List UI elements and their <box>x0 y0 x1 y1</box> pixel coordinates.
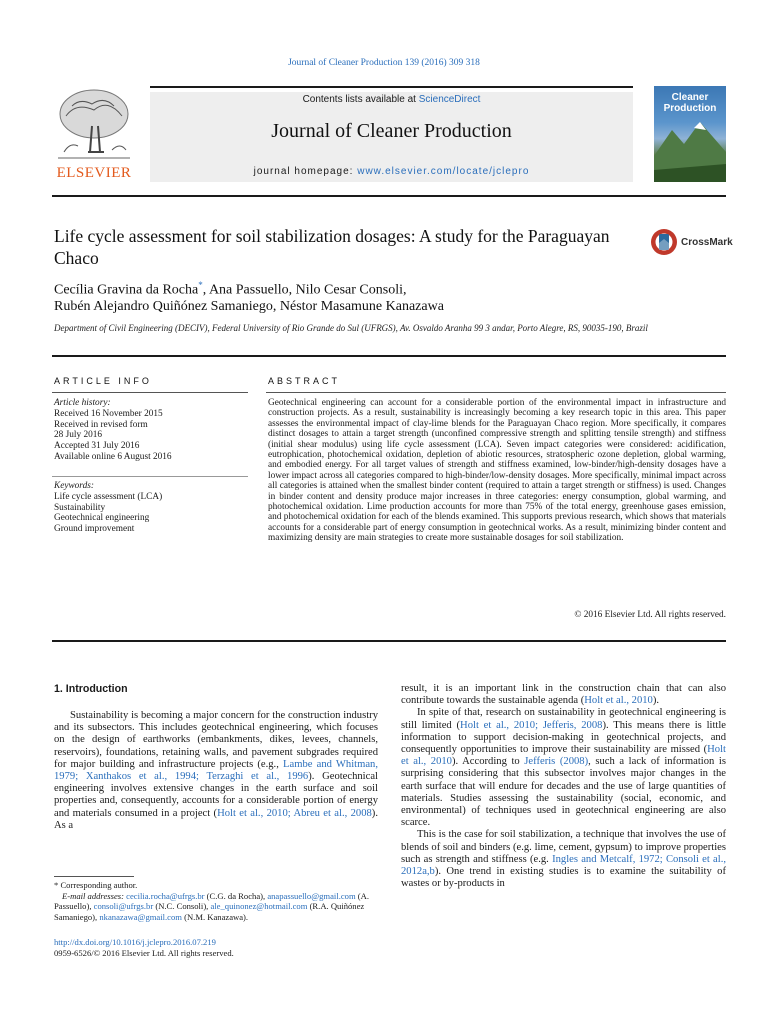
cover-title: Cleaner Production <box>663 92 717 114</box>
abstract-bottom-rule <box>52 640 726 642</box>
article-info-heading: ARTICLE INFO <box>54 376 152 386</box>
journal-title: Journal of Cleaner Production <box>271 120 512 142</box>
body-paragraph <box>54 710 378 832</box>
paragraph-text: ). <box>652 695 660 707</box>
body-column-right <box>401 683 726 890</box>
email-link[interactable]: anapassuello@gmail.com <box>267 890 356 901</box>
crossmark-button[interactable] <box>650 228 732 260</box>
body-paragraph <box>401 829 726 890</box>
paragraph-text: result, it is an important link in the construction chain that can also contribute towards the sustainable agenda ( <box>401 683 726 707</box>
email-owner: (N.C. Consoli), <box>153 901 211 911</box>
citation-link[interactable]: Jefferis (2008) <box>524 756 589 768</box>
history-item: Accepted 31 July 2016 <box>54 441 140 452</box>
history-item: 28 July 2016 <box>54 430 103 441</box>
keyword-item: Geotechnical engineering <box>54 513 150 524</box>
abstract-copyright: © 2016 Elsevier Ltd. All rights reserved. <box>574 610 726 620</box>
citation-link[interactable]: Lambe and Whitman, 1979; Xanthakos et al., 1994; Terzaghi et al., 1996 <box>54 758 379 783</box>
paragraph-text: ). According to <box>451 756 525 768</box>
contents-prefix: Contents lists available at <box>302 94 419 105</box>
header-bottom-rule <box>52 195 726 197</box>
header-top-rule <box>150 86 633 88</box>
author-affiliation: Department of Civil Engineering (DECIV), Federal University of Rio Grande do Sul (UFRGS), Av. Osvaldo Aranha 99 3 andar, Porto Alegre, RS, 90035-190, Brazil <box>54 323 648 333</box>
keyword-item: Ground improvement <box>54 524 135 535</box>
email-link[interactable]: nkanazawa@gmail.com <box>99 911 182 922</box>
corresponding-author-marker[interactable]: * <box>198 280 203 290</box>
email-link[interactable]: ale_quinonez@hotmail.com <box>210 901 308 911</box>
citation-link[interactable]: Holt et al., 2010; Abreu et al., 2008 <box>217 807 372 819</box>
homepage-prefix: journal homepage: <box>253 166 358 177</box>
doi-block <box>54 937 380 958</box>
article-title: Life cycle assessment for soil stabilization dosages: A study for the Paraguayan Chaco <box>54 226 610 268</box>
email-link[interactable]: consoli@ufrgs.br <box>93 901 154 911</box>
author-names: , Ana Passuello, Nilo Cesar Consoli, <box>202 282 407 298</box>
body-paragraph <box>401 683 726 707</box>
paragraph-text: ). This means there is little information to support decision-making in geotechnical projects, and consequently opportunities to improve their sustainability are missed ( <box>401 719 726 756</box>
journal-header-box <box>150 92 633 182</box>
paragraph-text: Sustainability is becoming a major concern for the construction industry and its subsectors. This includes geotechnical engineering, which focuses on the design of earthworks (embankments, dikes, levees, channels, reservoirs), foundations, retaining walls, and pavement subgrades required for major building and infrastructure projects (e.g., <box>54 710 378 770</box>
citation-link[interactable]: Ingles and Metcalf, 1972; Consoli et al., 2012a,b <box>401 853 726 878</box>
history-item: Available online 6 August 2016 <box>54 451 172 462</box>
sciencedirect-link[interactable]: ScienceDirect <box>418 94 481 105</box>
citation-link[interactable]: Holt et al., 2010 <box>401 744 726 768</box>
author-list-line-1 <box>54 280 714 299</box>
homepage-line <box>150 166 633 177</box>
citation-link[interactable]: Holt et al., 2010; Jefferis, 2008 <box>460 719 603 731</box>
citation-link[interactable]: Holt et al., 2010 <box>584 695 653 707</box>
publisher-name: ELSEVIER <box>56 165 132 181</box>
author-name: Cecília Gravina da Rocha <box>54 282 199 298</box>
body-column-left <box>54 710 378 832</box>
abstract-text: Geotechnical engineering can account for a considerable portion of the environmental impact in infrastructure and construction projects. As a result, sustainability is increasingly becoming a key research topic in this area. This paper assesses the environmental impact of clay-lime blends for the Paraguayan Chaco region. More specifically, it compares distinct dosages to attain a target strength (unconfined compressive strength and splitting tensile strength) and stiffness (initial shear modulus) using life cycle assessment (LCA). Seven impact categories were considered: acidification, eutrophication, photochemical oxidation, depletion of abiotic resources, stratospheric ozone depletion, global warming, and embodied energy. For all target values of strength and stiffness examined, low-binder/high-density dosages have a lower impact across all categories compared to high-binder/low-density dosages. More specifically, minimal impact across all categories is attained when the smallest binder content (required to attain a target strength or stiffness) is used. Changes in binder content and density produce major increases in three categories: energy consumption, global warming, and photochemical oxidation. Lime production accounts for more than 75% of the total energy, greenhouse gases emission, and photochemical oxidation for each of the blends examined. This supports previous research, which shows that materials accounts for a considerable part of energy consumption in geotechnical works. As a result, minimizing binder content and maximizing density are main strategies to create more sustainable dosages for soil stabilization. <box>268 398 726 544</box>
tree-icon <box>52 86 136 164</box>
abstract-heading: ABSTRACT <box>268 376 341 386</box>
section-heading-introduction: 1. Introduction <box>54 683 128 695</box>
footnote-rule <box>54 876 134 877</box>
crossmark-icon <box>650 228 678 256</box>
paragraph-text: ). As a <box>54 807 378 831</box>
issn-line: 0959-6526/© 2016 Elsevier Ltd. All rights reserved. <box>54 947 234 958</box>
history-label: Article history: <box>54 398 111 408</box>
paragraph-text: In spite of that, research on sustainability in geotechnical engineering is still limited ( <box>401 707 726 731</box>
history-item: Received 16 November 2015 <box>54 408 163 419</box>
email-owner: (C.G. da Rocha), <box>204 890 268 901</box>
footnotes <box>54 880 380 922</box>
email-addresses <box>54 891 380 923</box>
email-owner: (A. Passuello), <box>54 890 370 911</box>
email-owner: (R.A. Quiñónez Samaniego), <box>54 901 365 922</box>
keywords-rule <box>52 476 248 477</box>
email-owner: (N.M. Kanazawa). <box>181 911 249 922</box>
title-section-rule <box>52 355 726 357</box>
history-item: Received in revised form <box>54 419 148 430</box>
email-label: E-mail addresses: <box>62 890 127 901</box>
contents-line <box>150 94 633 105</box>
paragraph-text: , such a lack of information is surprising considering that this subsector involves major changes in the earth surface that will endure for decades and the use of large quantities of materials. Studies assessing the sustainability (social, economic, and environmental) of techniques used in geotechnical engineering are also scarce. <box>401 756 726 829</box>
author-list-line-2: Rubén Alejandro Quiñónez Samaniego, Néstor Masamune Kanazawa <box>54 299 444 314</box>
abstract-rule <box>266 392 726 393</box>
paragraph-text: ). One trend in existing studies is to examine the suitability of wastes or by-products in <box>401 866 726 890</box>
body-paragraph <box>401 707 726 829</box>
email-link[interactable]: cecilia.rocha@ufrgs.br <box>126 890 205 901</box>
article-history <box>54 398 250 463</box>
article-info-rule <box>52 392 248 393</box>
crossmark-label: CrossMark <box>681 237 733 248</box>
paragraph-text: ). Geotechnical engineering involves extensive changes in the earth surface and soil properties and, consequently, accounts for a considerable portion of energy and materials consumed in a project ( <box>54 771 378 819</box>
elsevier-logo[interactable] <box>52 86 136 182</box>
doi-link[interactable]: http://dx.doi.org/10.1016/j.jclepro.2016.07.219 <box>54 937 216 947</box>
journal-cover-image[interactable] <box>654 86 726 182</box>
keywords-label: Keywords: <box>54 481 94 491</box>
keyword-item: Sustainability <box>54 502 106 513</box>
cover-landscape-icon <box>654 86 726 182</box>
journal-citation-link[interactable]: Journal of Cleaner Production 139 (2016) 309 318 <box>288 58 480 68</box>
corresponding-author-note: * Corresponding author. <box>54 880 138 890</box>
keywords <box>54 481 250 535</box>
journal-homepage-link[interactable]: www.elsevier.com/locate/jclepro <box>357 166 530 177</box>
paragraph-text: This is the case for soil stabilization, a technique that involves the use of blends of soil and binders (e.g. lime, cement, gypsum) to improve properties such as strength and stiffness (e.g. <box>401 829 726 865</box>
keyword-item: Life cycle assessment (LCA) <box>54 491 163 502</box>
